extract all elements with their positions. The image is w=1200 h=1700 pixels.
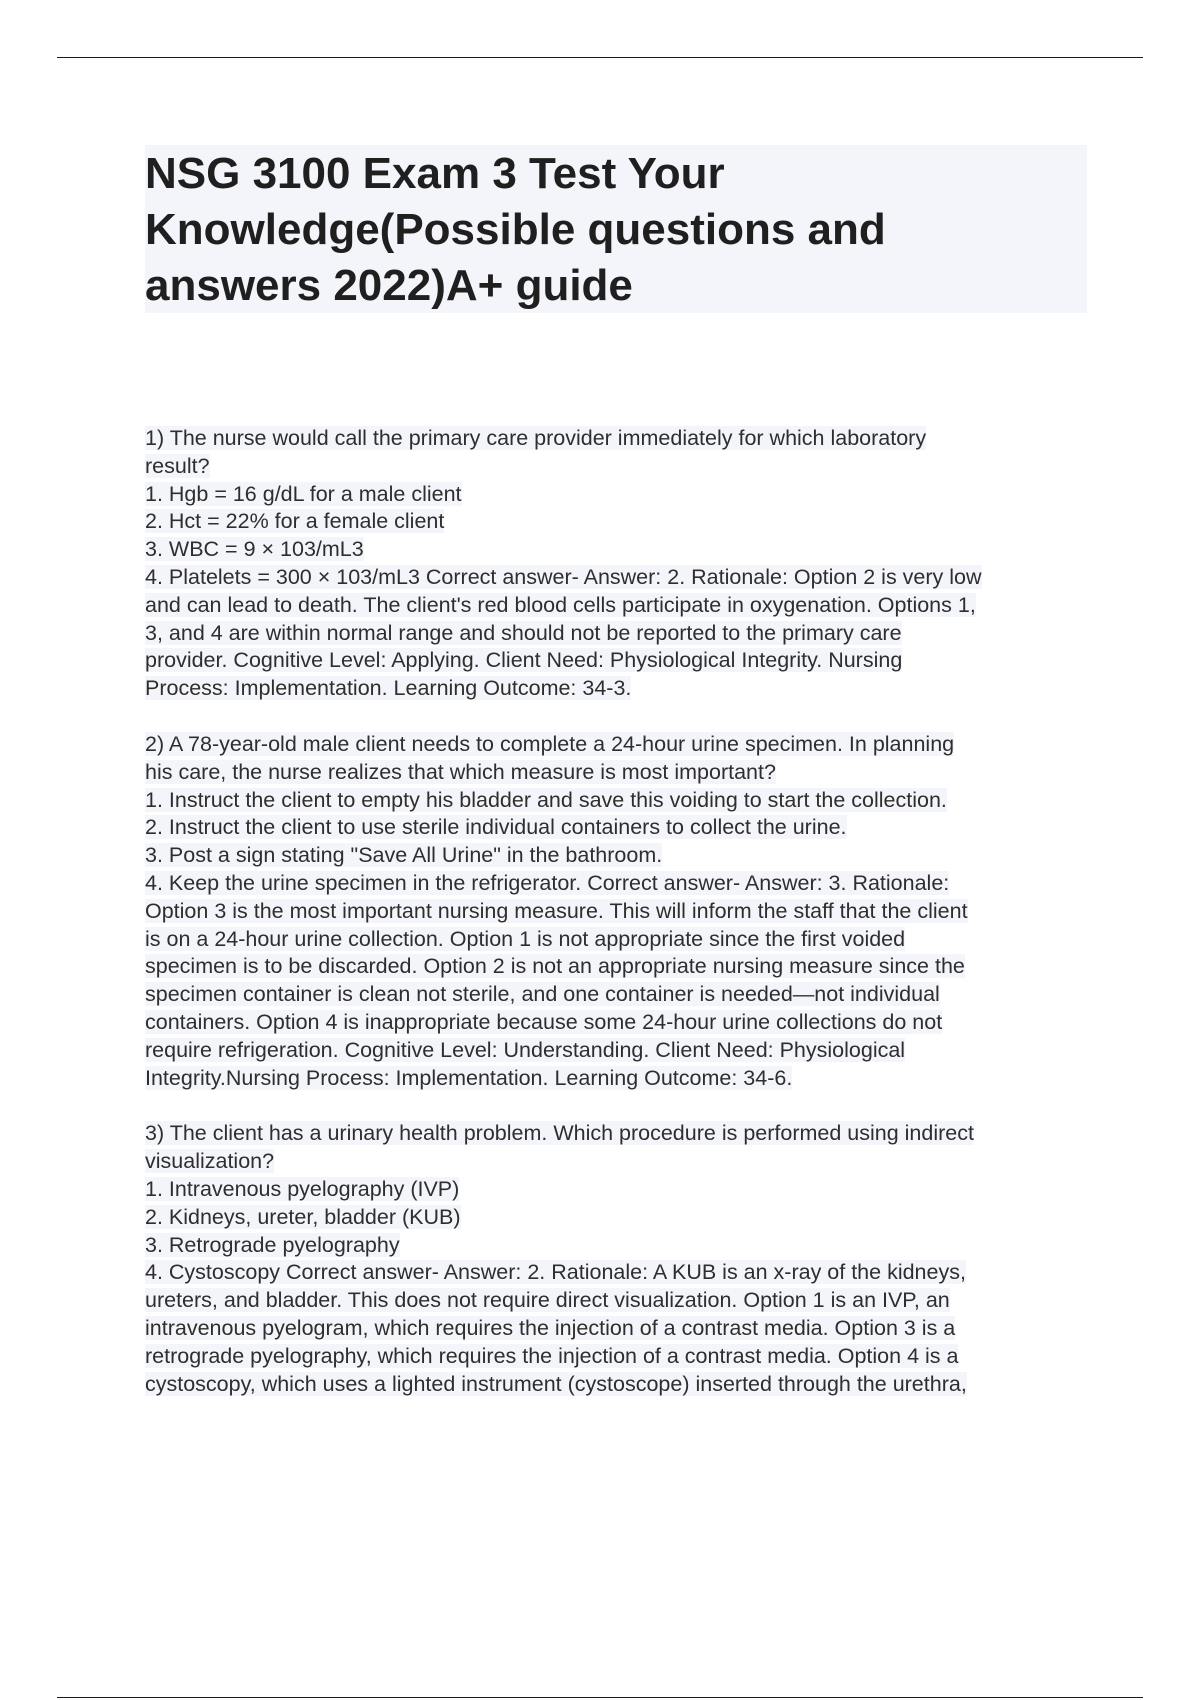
text-line: 2. Hct = 22% for a female client <box>145 509 445 534</box>
text-line: is on a 24-hour urine collection. Option 1 is not appropriate since the first voided <box>145 926 906 951</box>
text-line: 3) The client has a urinary health problem. Which procedure is performed using indirect <box>145 1121 974 1146</box>
bottom-divider <box>57 1697 1143 1698</box>
text-line: and can lead to death. The client's red blood cells participate in oxygenation. Options 1, <box>145 592 976 617</box>
text-line: specimen container is clean not sterile, and one container is needed—not individual <box>145 982 940 1007</box>
text-line: 4. Platelets = 300 × 103/mL3 Correct answer- Answer: 2. Rationale: Option 2 is very low <box>145 564 982 589</box>
text-line: 3. Retrograde pyelography <box>145 1232 400 1257</box>
text-line: result? <box>145 453 210 478</box>
text-line: 4. Keep the urine specimen in the refrigerator. Correct answer- Answer: 3. Rationale: <box>145 870 950 895</box>
text-line: require refrigeration. Cognitive Level: Understanding. Client Need: Physiological <box>145 1037 906 1062</box>
text-line: 3, and 4 are within normal range and should not be reported to the primary care <box>145 620 902 645</box>
title-line: NSG 3100 Exam 3 Test Your <box>145 149 725 198</box>
text-line: 3. WBC = 9 × 103/mL3 <box>145 537 364 562</box>
question-1 <box>145 425 1090 703</box>
text-line: 3. Post a sign stating "Save All Urine" in the bathroom. <box>145 843 663 868</box>
text-line: his care, the nurse realizes that which measure is most important? <box>145 759 776 784</box>
text-line: Integrity.Nursing Process: Implementation. Learning Outcome: 34-6. <box>145 1065 793 1090</box>
document-body <box>145 425 1090 1426</box>
top-divider <box>57 57 1143 58</box>
text-line: ureters, and bladder. This does not require direct visualization. Option 1 is an IVP, an <box>145 1288 950 1313</box>
text-line: 2) A 78-year-old male client needs to complete a 24-hour urine specimen. In planning <box>145 731 955 756</box>
text-line: specimen is to be discarded. Option 2 is not an appropriate nursing measure since the <box>145 954 965 979</box>
text-line: 2. Instruct the client to use sterile individual containers to collect the urine. <box>145 815 847 840</box>
text-line: provider. Cognitive Level: Applying. Client Need: Physiological Integrity. Nursing <box>145 648 903 673</box>
text-line: 4. Cystoscopy Correct answer- Answer: 2. Rationale: A KUB is an x-ray of the kidneys, <box>145 1260 966 1285</box>
text-line: containers. Option 4 is inappropriate because some 24-hour urine collections do not <box>145 1009 943 1034</box>
title-line: answers 2022)A+ guide <box>145 261 633 310</box>
text-line: Option 3 is the most important nursing measure. This will inform the staff that the client <box>145 898 968 923</box>
text-line: 1. Intravenous pyelography (IVP) <box>145 1176 460 1201</box>
text-line: Process: Implementation. Learning Outcome: 34-3. <box>145 676 632 701</box>
text-line: 1) The nurse would call the primary care provider immediately for which laboratory <box>145 426 927 450</box>
text-line: visualization? <box>145 1149 275 1174</box>
page-title <box>145 146 1075 314</box>
text-line: 2. Kidneys, ureter, bladder (KUB) <box>145 1204 461 1229</box>
question-2 <box>145 731 1090 1092</box>
title-line: Knowledge(Possible questions and <box>145 205 886 254</box>
text-line: cystoscopy, which uses a lighted instrument (cystoscope) inserted through the urethra, <box>145 1371 967 1396</box>
text-line: 1. Instruct the client to empty his bladder and save this voiding to start the collection. <box>145 787 947 812</box>
text-line: intravenous pyelogram, which requires the injection of a contrast media. Option 3 is a <box>145 1315 956 1340</box>
text-line: 1. Hgb = 16 g/dL for a male client <box>145 481 462 506</box>
question-3 <box>145 1120 1090 1398</box>
text-line: retrograde pyelography, which requires the injection of a contrast media. Option 4 is a <box>145 1343 959 1368</box>
